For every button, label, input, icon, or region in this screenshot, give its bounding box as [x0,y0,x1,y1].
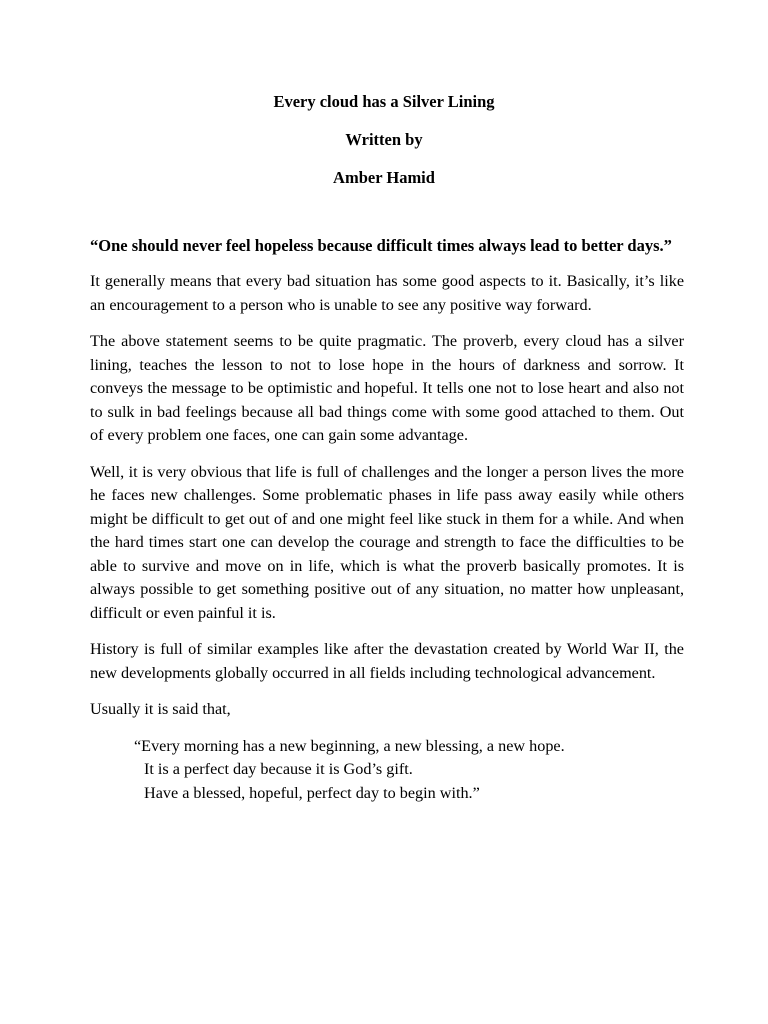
paragraph-5: Usually it is said that, [90,700,231,718]
closing-quote-line-1: “Every morning has a new beginning, a new blessing, a new hope. [134,736,565,755]
closing-quote-line-3: Have a blessed, hopeful, perfect day to begin with.” [144,783,480,802]
closing-quote-line-2: It is a perfect day because it is God’s gift. [144,760,413,778]
closing-quote [134,735,684,806]
paragraph-4: History is full of similar examples like after the devastation created by World War II, the new developments globally occurred in all fields including technological advancement. [90,640,684,682]
lead-quote: “One should never feel hopeless because difficult times always lead to better days.” [90,236,672,255]
paragraph-3: Well, it is very obvious that life is full of challenges and the longer a person lives the more he faces new challenges. Some problematic phases in life pass away easily while others might be difficult to get out of and one might feel like stuck in them for a while. And when the hard times start one can develop the courage and strength to face the difficulties to be able to survive and move on in life, which is what the proverb basically promotes. It is always possible to get something positive out of any situation, no matter how unpleasant, difficult or even painful it is. [90,462,684,622]
document-body [90,234,684,805]
paragraph-1: It generally means that every bad situation has some good aspects to it. Basically, it’s like an encouragement to a person who is unable to see any positive way forward. [90,272,684,314]
document-title: Every cloud has a Silver Lining [273,92,495,111]
author-name: Amber Hamid [333,168,435,187]
paragraph-2: The above statement seems to be quite pragmatic. The proverb, every cloud has a silver lining, teaches the lesson to not to lose hope in the hours of darkness and sorrow. It conveys the message to be optimistic and hopeful. It tells one not to lose heart and also not to sulk in bad feelings because all bad things come with some good attached to them. Out of every problem one faces, one can gain some advantage. [90,332,684,444]
byline: Written by [345,130,423,149]
